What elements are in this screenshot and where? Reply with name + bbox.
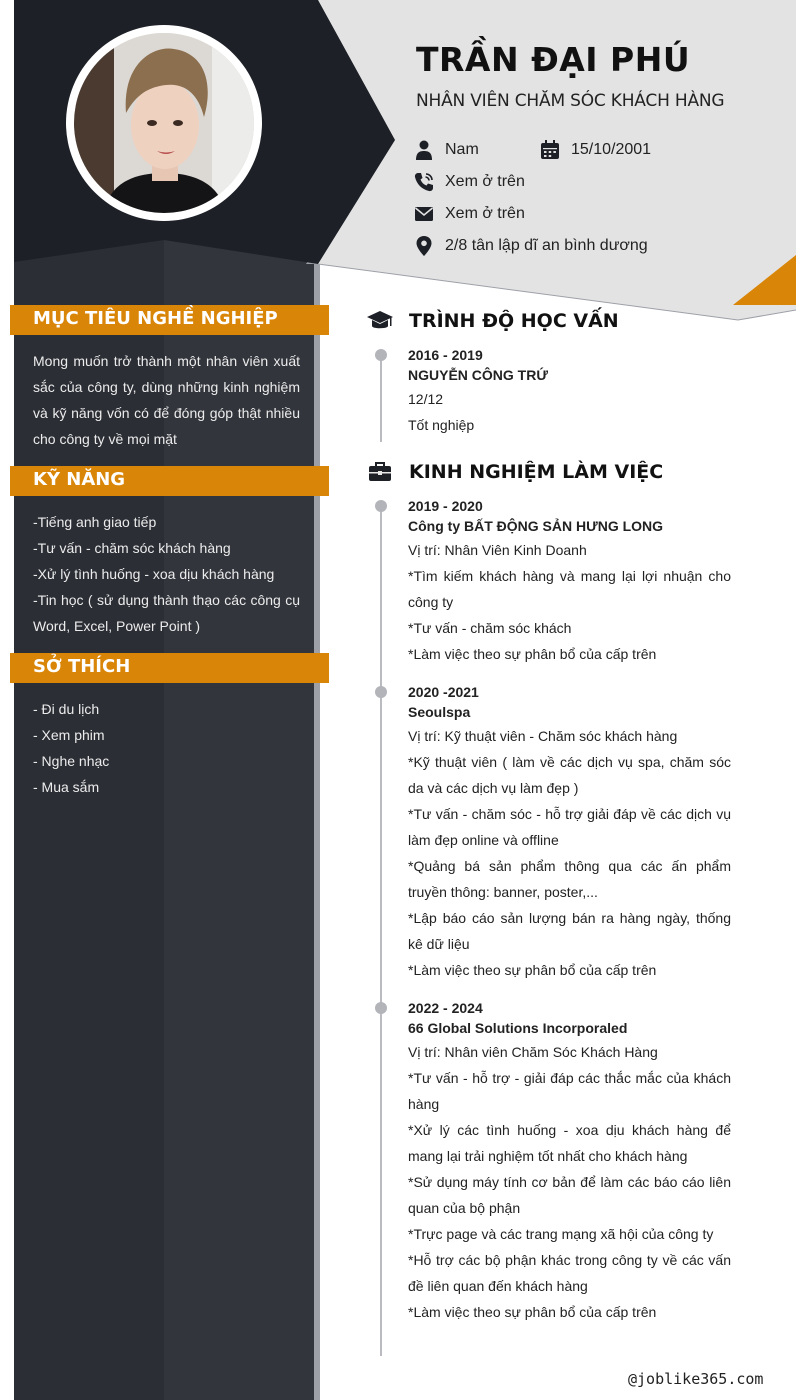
sidebar-rail (314, 250, 320, 1400)
portrait-illustration (74, 33, 254, 213)
list-item: -Tư vấn - chăm sóc khách hàng (33, 540, 231, 556)
entry-line: Vị trí: Nhân viên Chăm Sóc Khách Hàng (408, 1044, 658, 1060)
skills-header (10, 466, 329, 496)
email-row (414, 204, 525, 224)
experience-title: KINH NGHIỆM LÀM VIỆC (409, 461, 664, 483)
entry-line: 12/12 (408, 391, 444, 407)
entry-company: 66 Global Solutions Incorporaled (408, 1020, 628, 1036)
experience-entry (408, 999, 731, 1325)
entry-line: *Lập báo cáo sản lượng bán ra hàng ngày, thống kê dữ liệu (408, 910, 731, 952)
email-value: Xem ở trên (445, 205, 525, 222)
timeline-dot (375, 349, 387, 361)
calendar-icon (540, 140, 560, 160)
graduation-cap-icon (366, 309, 394, 333)
phone-icon (414, 172, 434, 192)
address-row (414, 236, 648, 256)
list-item: -Tiếng anh giao tiếp (33, 514, 157, 530)
entry-line: *Tư vấn - chăm sóc - hỗ trợ giải đáp về các dịch vụ làm đẹp online và offline (408, 806, 731, 848)
entry-line: Vị trí: Nhân Viên Kinh Doanh (408, 542, 587, 558)
entry-line: *Hỗ trợ các bộ phận khác trong công ty về các vấn đề liên quan đến khách hàng (408, 1252, 731, 1294)
entry-line: *Trực page và các trang mạng xã hội của công ty (408, 1226, 714, 1242)
birthday-value: 15/10/2001 (571, 141, 652, 158)
objective-header (10, 305, 329, 335)
entry-company: Seoulspa (408, 704, 471, 720)
profile-photo (74, 33, 254, 213)
entry-line: Tốt nghiệp (408, 417, 475, 433)
education-title: TRÌNH ĐỘ HỌC VẤN (409, 310, 619, 332)
experience-header (366, 460, 663, 484)
list-item: - Mua sắm (33, 779, 100, 795)
entry-line: *Tư vấn - hỗ trợ - giải đáp các thắc mắc của khách hàng (408, 1070, 731, 1112)
phone-row (414, 172, 525, 192)
entry-line: *Làm việc theo sự phân bổ của cấp trên (408, 962, 657, 978)
list-item: -Xử lý tình huống - xoa dịu khách hàng (33, 566, 275, 582)
entry-line: *Kỹ thuật viên ( làm về các dịch vụ spa, chăm sóc da và các dịch vụ làm đẹp ) (408, 754, 731, 796)
objective-title: MỤC TIÊU NGHỀ NGHIỆP (33, 308, 278, 329)
briefcase-icon (366, 460, 394, 484)
entry-line: *Làm việc theo sự phân bổ của cấp trên (408, 646, 657, 662)
gender-row (414, 140, 479, 160)
entry-line: Vị trí: Kỹ thuật viên - Chăm sóc khách hàng (408, 728, 678, 744)
entry-line: *Làm việc theo sự phân bổ của cấp trên (408, 1304, 657, 1320)
entry-line: *Xử lý các tình huống - xoa dịu khách hàng để mang lại trải nghiệm tốt nhất cho khách hàng (408, 1122, 731, 1164)
hobbies-header (10, 653, 329, 683)
candidate-role: NHÂN VIÊN CHĂM SÓC KHÁCH HÀNG (416, 91, 725, 111)
person-icon (414, 140, 434, 160)
timeline-dot (375, 1002, 387, 1014)
entry-period: 2019 - 2020 (408, 498, 483, 514)
phone-value: Xem ở trên (445, 173, 525, 190)
entry-line: *Quảng bá sản phẩm thông qua các ấn phẩm truyền thông: banner, poster,... (408, 858, 731, 900)
entry-period: 2022 - 2024 (408, 1000, 483, 1016)
avatar (66, 25, 262, 221)
entry-company: Công ty BẤT ĐỘNG SẢN HƯNG LONG (408, 518, 664, 534)
objective-text: Mong muốn trở thành một nhân viên xuất sắc của công ty, dùng những kinh nghiệm và kỹ năng vốn có để đóng góp thật nhiều cho công ty về mọi mặt (33, 353, 300, 447)
timeline-dot (375, 500, 387, 512)
birthday-row (540, 140, 651, 160)
education-timeline (380, 356, 382, 442)
experience-entry (408, 497, 731, 667)
list-item: - Đi du lịch (33, 701, 100, 717)
footer-watermark: @joblike365.com (628, 1370, 764, 1388)
list-item: - Xem phim (33, 727, 105, 743)
list-item: -Tin học ( sử dụng thành thạo các công cụ Word, Excel, Power Point ) (33, 592, 300, 634)
education-entry (408, 346, 731, 438)
entry-period: 2016 - 2019 (408, 347, 483, 363)
entry-period: 2020 -2021 (408, 684, 479, 700)
list-item: - Nghe nhạc (33, 753, 110, 769)
skills-list (33, 509, 300, 639)
entry-school: NGUYỄN CÔNG TRỨ (408, 367, 548, 383)
timeline-dot (375, 686, 387, 698)
address-value: 2/8 tân lập dĩ an bình dương (445, 237, 648, 254)
hobbies-title: SỞ THÍCH (33, 656, 131, 677)
mail-icon (414, 204, 434, 224)
experience-entry (408, 683, 731, 983)
experience-timeline (380, 506, 382, 1356)
entry-line: *Tìm kiếm khách hàng và mang lại lợi nhuận cho công ty (408, 568, 731, 610)
entry-line: *Tư vấn - chăm sóc khách (408, 620, 572, 636)
skills-title: KỸ NĂNG (33, 469, 126, 490)
gender-value: Nam (445, 141, 479, 158)
education-header (366, 309, 619, 333)
candidate-name: TRẦN ĐẠI PHÚ (416, 40, 691, 79)
hobbies-list (33, 696, 300, 800)
location-icon (414, 236, 434, 256)
entry-line: *Sử dụng máy tính cơ bản để làm các báo cáo liên quan của bộ phận (408, 1174, 731, 1216)
